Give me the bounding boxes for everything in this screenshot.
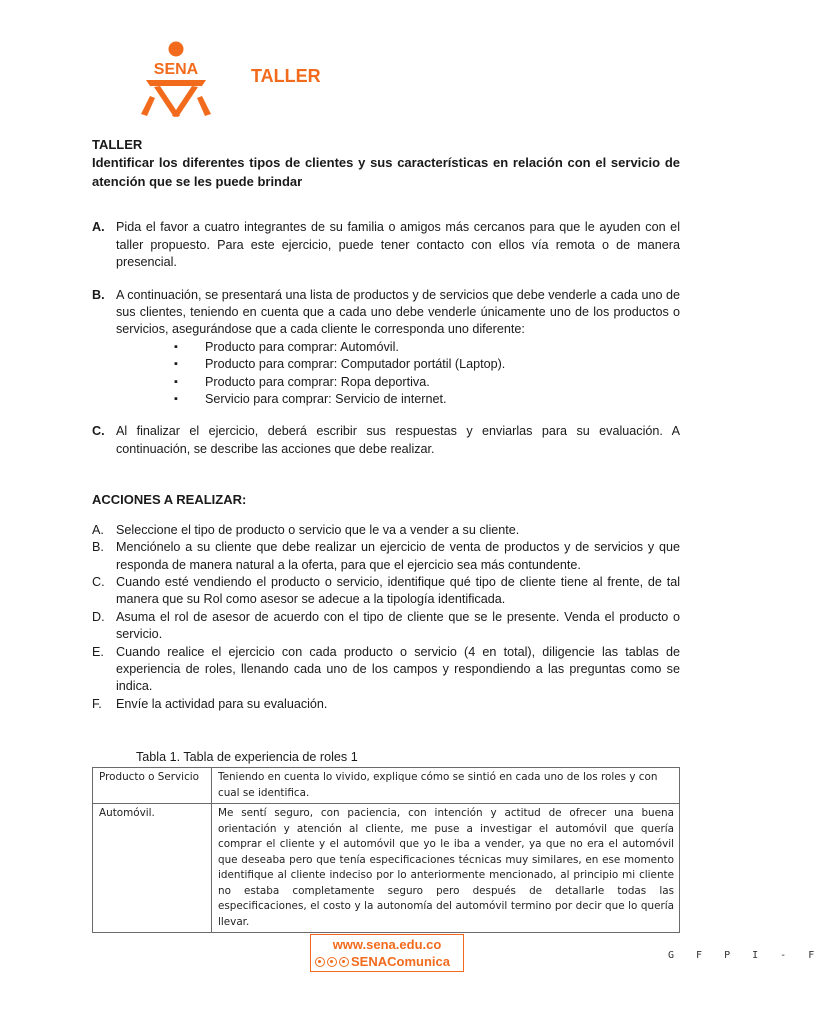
social-icon — [315, 957, 325, 967]
table-cell: Automóvil. — [93, 804, 212, 933]
accion-marker: E. — [92, 644, 104, 659]
social-icon — [339, 957, 349, 967]
item-text: Pida el favor a cuatro integrantes de su familia o amigos más cercanos para que le ayuden con el taller propuesto. Para este ejercicio, puede tener contacto con ellos vía remota o de manera presencial. — [116, 220, 680, 270]
header-title: TALLER — [251, 66, 321, 86]
accion-text: Cuando esté vendiendo el producto o servicio, identifique qué tipo de cliente tiene al frente, de tal manera que su Rol como asesor se adecue a la tipología identificada. — [116, 574, 680, 607]
accion-marker: B. — [92, 540, 104, 555]
accion-marker: C. — [92, 574, 105, 589]
item-marker: A. — [92, 220, 105, 235]
footer-contact — [310, 934, 464, 972]
item-marker: B. — [92, 287, 105, 302]
product-list-item: ▪ Producto para comprar: Computador portátil (Laptop). — [174, 356, 680, 373]
item-text: A continuación, se presentará una lista de productos y de servicios que debe venderle a cada uno de sus clientes, teniendo en cuenta que a cada uno debe venderle únicamente uno de los productos o servicios, asegurándose que a cada cliente le corresponda uno diferente: — [116, 287, 680, 337]
footer-url-link[interactable]: www.sena.edu.co — [332, 937, 442, 952]
acciones-heading: ACCIONES A REALIZAR: — [92, 492, 247, 508]
item-text: Al finalizar el ejercicio, deberá escribir sus respuestas y enviarlas para su evaluación. A continuación, se describe las acciones que debe realizar. — [116, 424, 680, 456]
svg-text:SENA: SENA — [153, 61, 199, 78]
accion-item — [92, 609, 680, 644]
form-code: G F P I - F — [668, 950, 822, 961]
accion-item — [92, 696, 680, 713]
acciones-list — [92, 522, 680, 713]
accion-item — [92, 539, 680, 574]
footer-social — [315, 954, 450, 969]
social-handle[interactable]: SENAComunica — [351, 954, 450, 969]
accion-item — [92, 644, 680, 696]
accion-item — [92, 574, 680, 609]
accion-item — [92, 522, 680, 539]
roles-table — [92, 767, 680, 933]
sena-logo — [136, 40, 216, 118]
instruction-item-a — [92, 219, 680, 271]
doc-heading: TALLER — [92, 137, 143, 152]
accion-text: Envíe la actividad para su evaluación. — [116, 696, 328, 711]
product-list-item: ▪ Servicio para comprar: Servicio de internet. — [174, 391, 680, 408]
item-marker: C. — [92, 424, 105, 439]
document-body — [92, 136, 680, 713]
social-icon — [327, 957, 337, 967]
table-header-cell: Teniendo en cuenta lo vivido, explique cómo se sintió en cada uno de los roles y con cual se identifica. — [212, 768, 680, 804]
accion-text: Seleccione el tipo de producto o servicio que le va a vender a su cliente. — [116, 522, 520, 537]
accion-text: Cuando realice el ejercicio con cada producto o servicio (4 en total), diligencie las tablas de experiencia de roles, llenando cada uno de los campos y respondiendo a las preguntas como se indica. — [116, 644, 680, 694]
table-cell: Me sentí seguro, con paciencia, con intención y actitud de ofrecer una buena orientación y atención al cliente, me puse a investigar el automóvil que quería comprar el cliente y el automóvil que yo le iba a vender, ya que no era el automóvil que deseaba pero que tenía especificaciones técnicas muy similares, en ese momento identifique al cliente indeciso por lo anteriormente mencionado, al principio mi cliente no estaba completamente seguro pero después de detallarle todas las especificaciones, el costo y la autonomía del automóvil termino por decir que lo quería llevar. — [212, 804, 680, 933]
doc-subheading: Identificar los diferentes tipos de clientes y sus características en relación con el servicio de atención que se les puede brindar — [92, 155, 680, 190]
product-list-item: ▪ Producto para comprar: Ropa deportiva. — [174, 374, 680, 391]
accion-marker: F. — [92, 696, 102, 711]
accion-text: Menciónelo a su cliente que debe realizar un ejercicio de venta de productos y de servicios y que responda de manera natural a la oferta, para que el ejercicio sea más contundente. — [116, 540, 680, 572]
instruction-item-c — [92, 423, 680, 458]
accion-marker: A. — [92, 522, 104, 537]
instruction-item-b — [92, 287, 680, 339]
product-list-item: ▪ Producto para comprar: Automóvil. — [174, 339, 680, 356]
product-list — [92, 339, 680, 409]
table-header-cell: Producto o Servicio — [93, 768, 212, 804]
table-header-row — [93, 768, 680, 804]
accion-text: Asuma el rol de asesor de acuerdo con el tipo de cliente que se le presente. Venda el producto o servicio. — [116, 609, 680, 642]
table-row — [93, 804, 680, 933]
table-caption: Tabla 1. Tabla de experiencia de roles 1 — [136, 750, 358, 764]
accion-marker: D. — [92, 609, 105, 624]
